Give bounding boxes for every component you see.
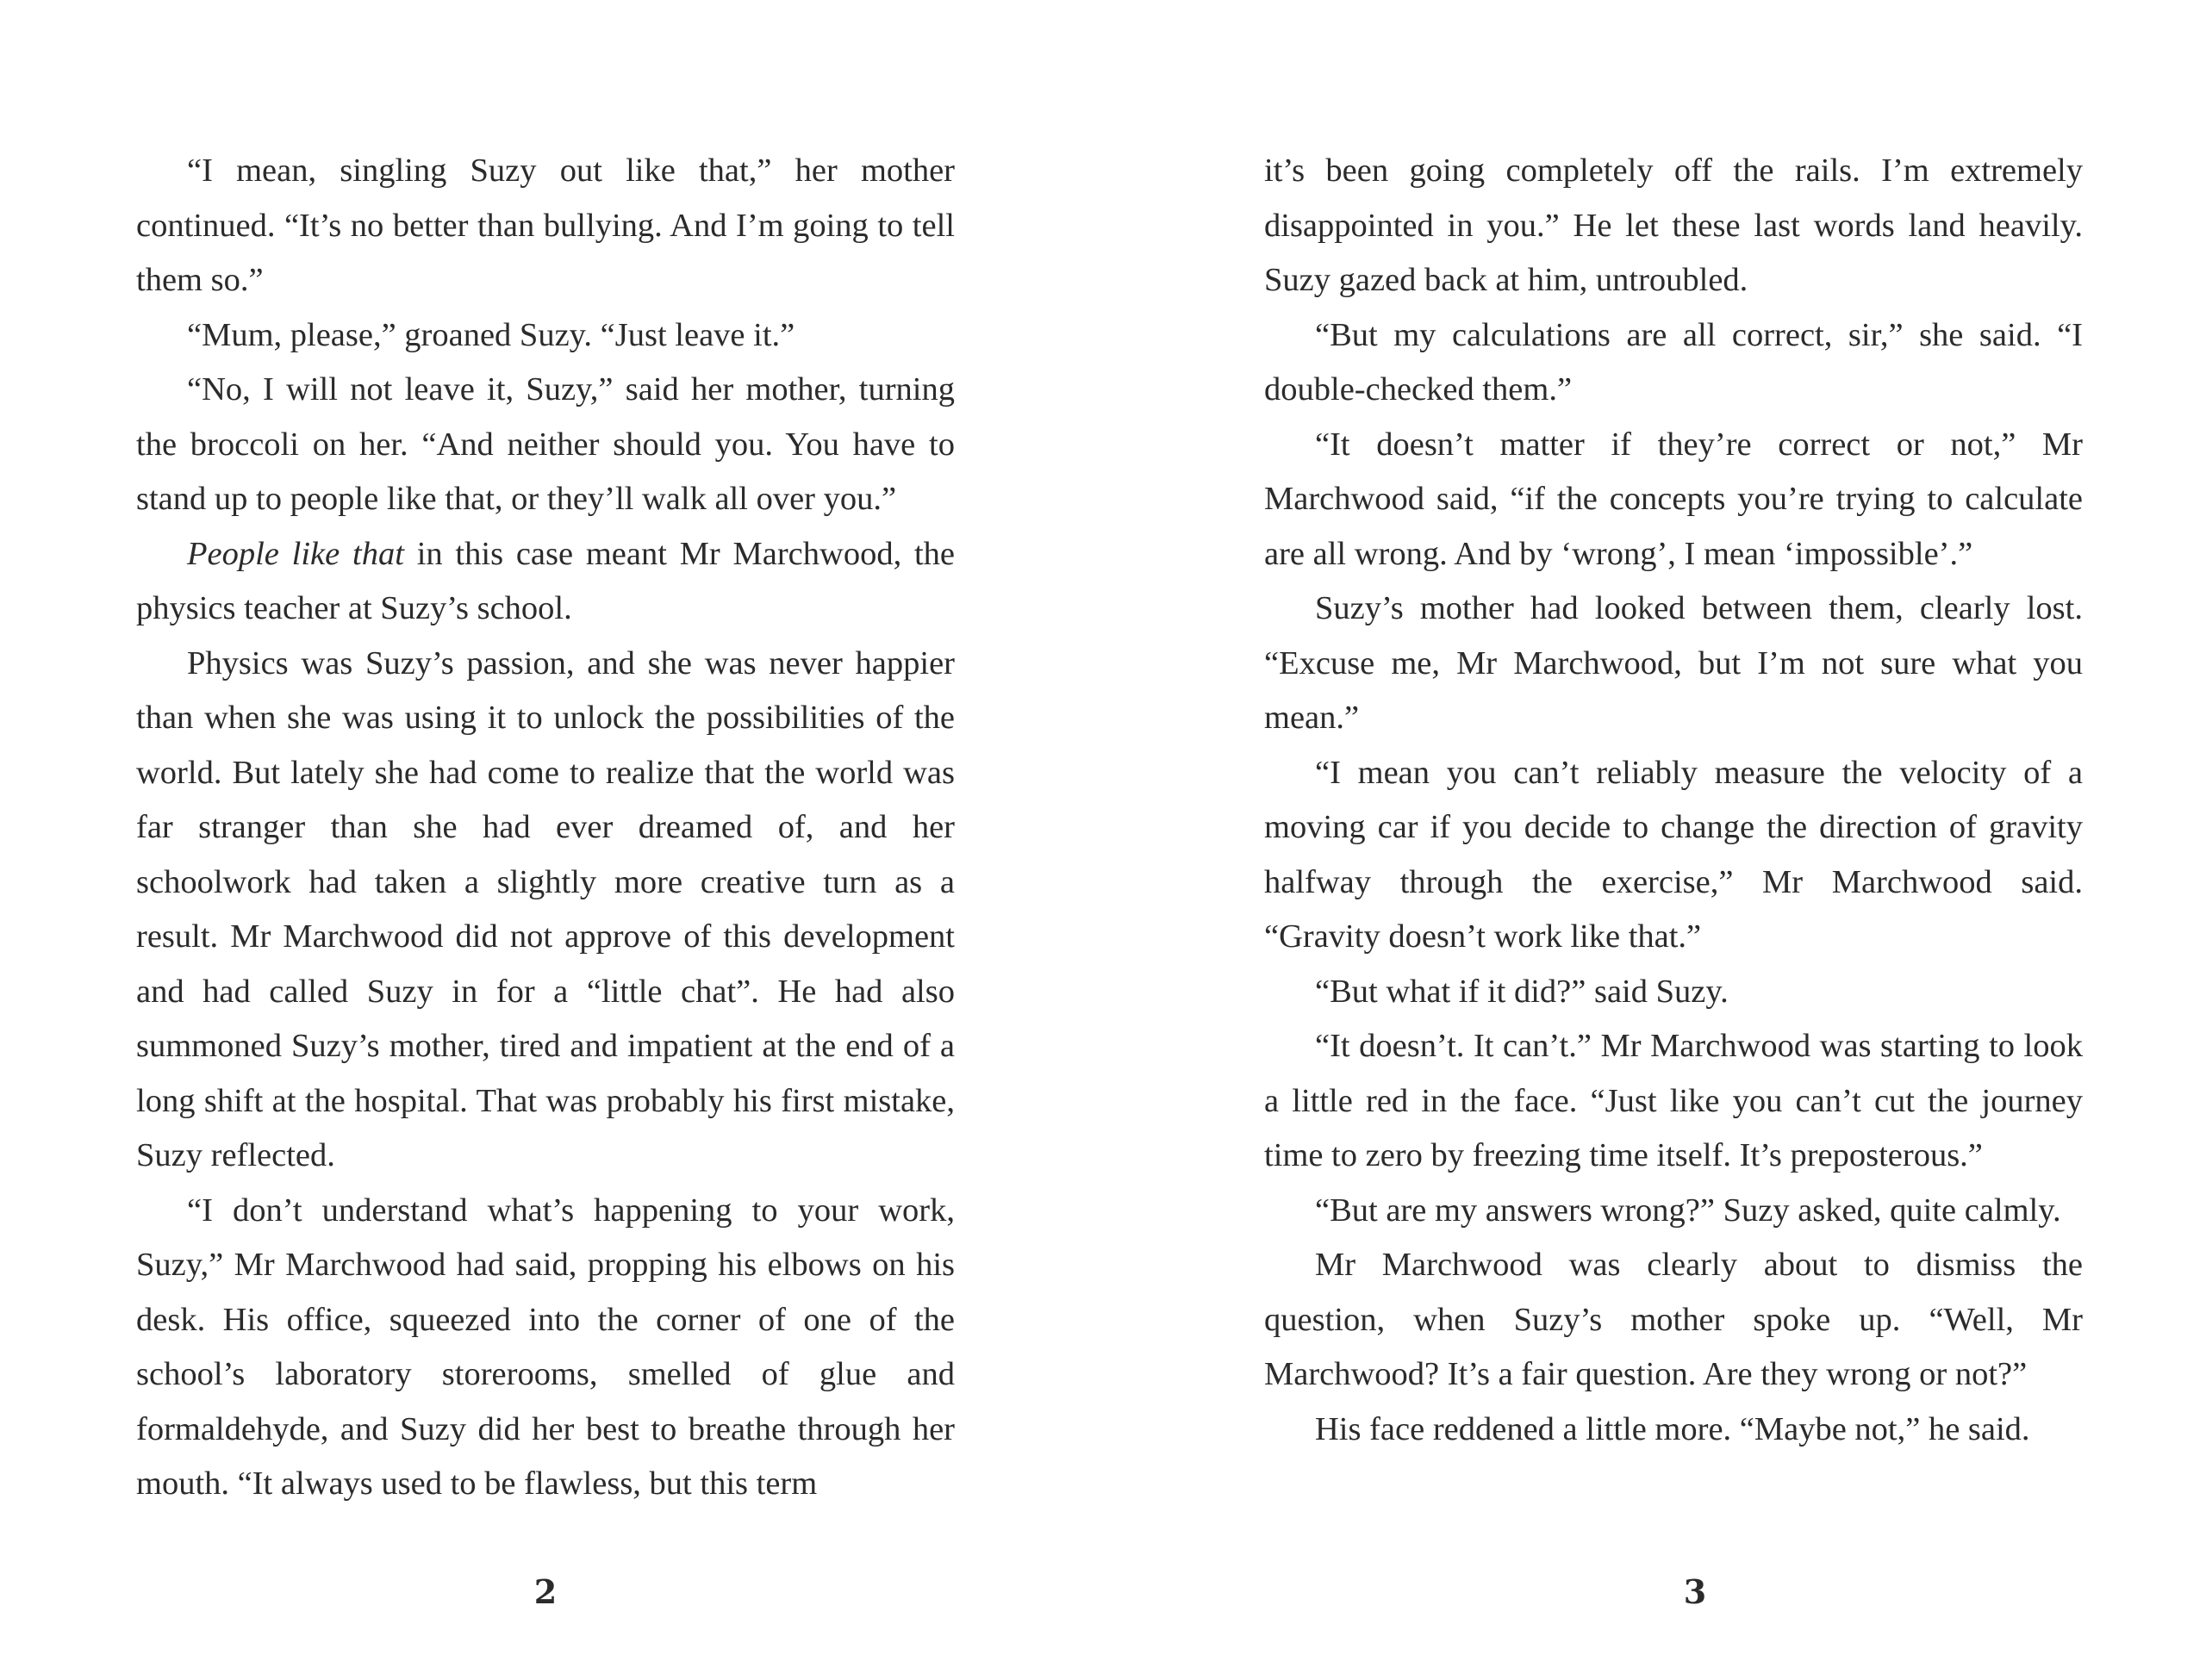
paragraph-continuation: it’s been going completely off the rails. I’m extremely disappointed in you.” He let these last words land heavily. Suzy gazed back at him, untroubled. [1264, 152, 2083, 298]
paragraph: “Mum, please,” groaned Suzy. “Just leave it.” [187, 316, 795, 353]
paragraph: “It doesn’t. It can’t.” Mr Marchwood was starting to look a little red in the face. “Just like you can’t cut the journey time to zero by freezing time itself. It’s preposterous.” [1264, 1028, 2083, 1173]
paragraph: “No, I will not leave it, Suzy,” said her mother, turning the broccoli on her. “And neither should you. You have to stand up to people like that, or they’ll walk all over you.” [136, 371, 955, 517]
paragraph [136, 527, 955, 637]
paragraph: Physics was Suzy’s passion, and she was never happier than when she was using it to unlock the possibilities of the world. But lately she had come to realize that the world was far stranger than she had ever dreamed of, and her schoolwork had taken a slightly more creative turn as a result. Mr Marchwood did not approve of this development and had called Suzy in for a “little chat”. He had also summoned Suzy’s mother, tired and impatient at the end of a long shift at the hospital. That was probably his first mistake, Suzy reflected. [136, 644, 955, 1173]
right-page-text [1264, 144, 2083, 1457]
paragraph: “But what if it did?” said Suzy. [1315, 973, 1729, 1010]
paragraph: “I mean, singling Suzy out like that,” her mother continued. “It’s no better than bullying. And I’m going to tell them so.” [136, 152, 955, 298]
paragraph: “I don’t understand what’s happening to your work, Suzy,” Mr Marchwood had said, propping his elbows on his desk. His office, squeezed into the corner of one of the school’s laboratory storerooms, smelled of glue and formaldehyde, and Suzy did her best to breathe through her mouth. “It always used to be flawless, but this term [136, 1192, 955, 1502]
page-number: 3 [1683, 1572, 1707, 1611]
right-page [1103, 0, 2206, 1680]
paragraph: “It doesn’t matter if they’re correct or not,” Mr Marchwood said, “if the concepts you’re trying to calculate are all wrong. And by ‘wrong’, I mean ‘impossible’.” [1264, 426, 2083, 572]
left-page-text [136, 144, 955, 1512]
paragraph-text: in this case meant Mr Marchwood, the physics teacher at Suzy’s school. [136, 535, 956, 626]
page-number: 2 [533, 1572, 558, 1611]
paragraph: Suzy’s mother had looked between them, clearly lost. “Excuse me, Mr Marchwood, but I’m not sure what you mean.” [1264, 590, 2083, 736]
emphasized-phrase: People like that [187, 535, 404, 572]
paragraph: “I mean you can’t reliably measure the velocity of a moving car if you decide to change the direction of gravity halfway through the exercise,” Mr Marchwood said. “Gravity doesn’t work like that.” [1264, 754, 2083, 955]
paragraph: Mr Marchwood was clearly about to dismiss the question, when Suzy’s mother spoke up. “Well, Mr Marchwood? It’s a fair question. Are they wrong or not?” [1264, 1247, 2083, 1392]
paragraph: “But my calculations are all correct, sir,” she said. “I double-checked them.” [1264, 316, 2083, 408]
paragraph: “But are my answers wrong?” Suzy asked, quite calmly. [1315, 1192, 2061, 1229]
paragraph: His face reddened a little more. “Maybe not,” he said. [1315, 1410, 2030, 1447]
